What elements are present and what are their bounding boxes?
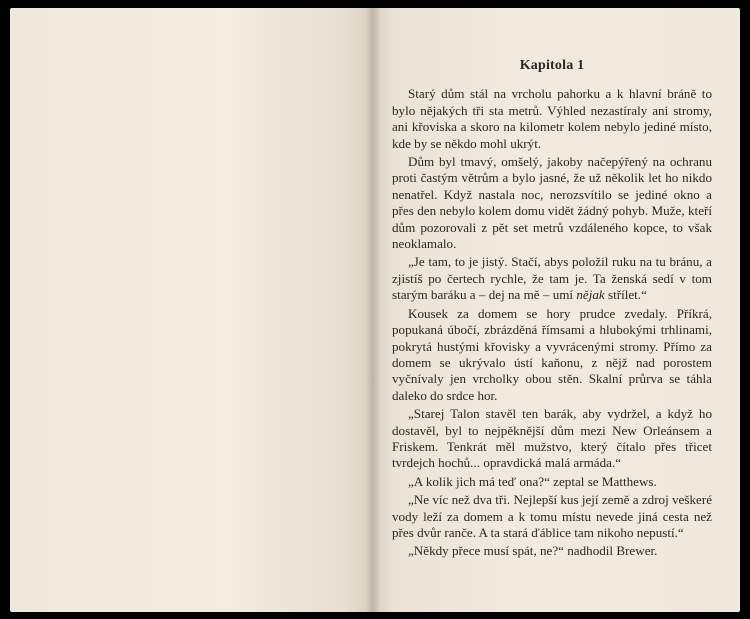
page-text <box>392 58 712 560</box>
paragraph-3-end: střílet.“ <box>604 287 647 303</box>
italic-word: nějak <box>576 287 605 303</box>
paragraph-1: Starý dům stál na vrcholu pahorku a k hlavní bráně to bylo nějakých tři sta metrů. Výhled nezastíraly ani stromy, ani křoviska a skoro na kilometr kolem nebylo jediné místo, kde by se někdo mohl ukrýt. <box>392 86 712 151</box>
paragraph-3-text: „Je tam, to je jistý. Stačí, abys položil ruku na tu bránu, a zjistíš po čertech rychle, že tam je. Ta ženská sedí v tom starým baráku a – dej na mě – umí <box>392 254 712 303</box>
paragraph-5: „Starej Talon stavěl ten barák, aby vydržel, a když ho dostavěl, byl to nejpěknější dům mezi New Orleánsem a Friskem. Tenkrát měl mužstvo, který čítalo přes třicet tvrdejch hochů... opravdická malá armáda.“ <box>392 406 712 471</box>
paragraph-6: „A kolik jich má teď ona?“ zeptal se Matthews. <box>408 473 657 489</box>
paragraph-4: Kousek za domem se hory prudce zvedaly. Příkrá, popukaná úbočí, zbrázděná římsami a hlubokými trhlinami, pokrytá hustými křovisky a vyvrácenými stromy. Přímo za domem se ukrývalo ústí kaňonu, z nějž nad porostem vyčnívaly jen vrcholky obou stěn. Skalní průrva se táhla daleko do srdce hor. <box>392 305 712 403</box>
chapter-title: Kapitola 1 <box>519 58 585 73</box>
paragraph-3 <box>392 254 712 303</box>
paragraph-7: „Ne víc než dva tři. Nejlepší kus její země a zdroj veškeré vody leží za domem a k tomu místu nevede jiná cesta než přes dvůr ranče. A ta stará ďáblice tam nikoho nepustí.“ <box>392 492 712 540</box>
page-gutter <box>366 8 380 612</box>
paragraph-8: „Někdy přece musí spát, ne?“ nadhodil Brewer. <box>408 543 658 559</box>
paragraph-2: Dům byl tmavý, omšelý, jakoby načepýřený na ochranu proti častým větrům a bylo jasné, že už několik let ho nikdo nenatřel. Když nastala noc, nerozsvítilo se jediné okno a přes den nebylo kolem domu vidět žádný pohyb. Muže, kteří dům pozorovali z pět set metrů vzdáleného kopce, to však neoklamalo. <box>392 154 712 252</box>
left-page <box>10 8 375 612</box>
